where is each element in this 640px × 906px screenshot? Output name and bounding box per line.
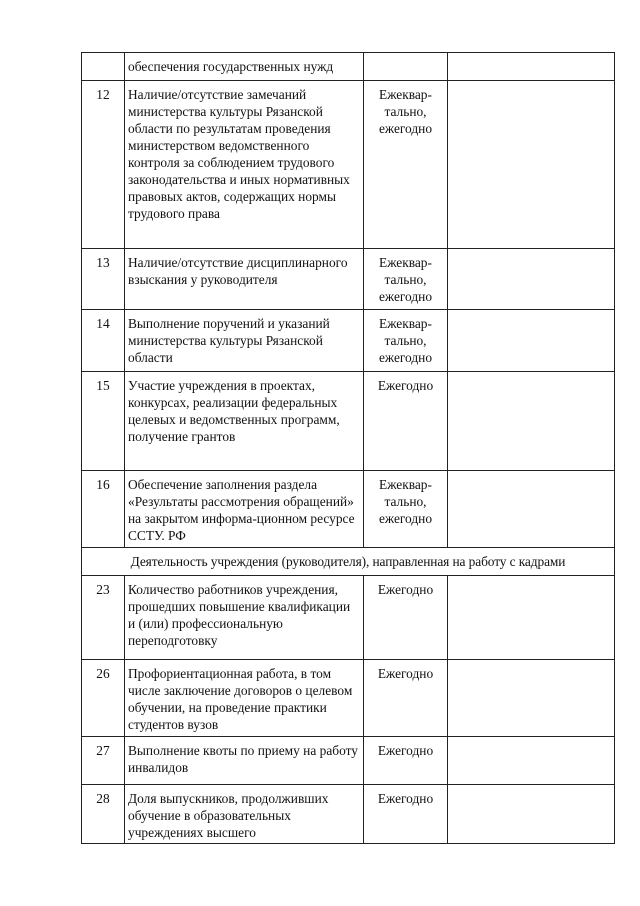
criterion-value bbox=[448, 576, 615, 660]
reporting-frequency: Ежеквар- тально, ежегодно bbox=[364, 471, 448, 548]
section-title: Деятельность учреждения (руководителя), направленная на работу с кадрами bbox=[82, 548, 615, 576]
criterion-description: Обеспечение заполнения раздела «Результаты рассмотрения обращений» на закрытом информа-ционном ресурсе ССТУ. РФ bbox=[125, 471, 364, 548]
table-row bbox=[82, 372, 615, 471]
criterion-value bbox=[448, 249, 615, 310]
row-number: 26 bbox=[82, 660, 125, 737]
criterion-value bbox=[448, 785, 615, 844]
row-number: 15 bbox=[82, 372, 125, 471]
section-header-row bbox=[82, 548, 615, 576]
criterion-description: обеспечения государственных нужд bbox=[125, 53, 364, 81]
table-row bbox=[82, 785, 615, 844]
criterion-value bbox=[448, 372, 615, 471]
table-row bbox=[82, 471, 615, 548]
criterion-description: Выполнение поручений и указаний министерства культуры Рязанской области bbox=[125, 310, 364, 372]
criterion-value bbox=[448, 471, 615, 548]
reporting-frequency: Ежегодно bbox=[364, 576, 448, 660]
table-row bbox=[82, 81, 615, 249]
reporting-frequency bbox=[364, 53, 448, 81]
reporting-frequency: Ежегодно bbox=[364, 660, 448, 737]
table-row bbox=[82, 310, 615, 372]
criterion-description: Наличие/отсутствие дисциплинарного взыскания у руководителя bbox=[125, 249, 364, 310]
criterion-description: Профориентационная работа, в том числе заключение договоров о целевом обучении, на проведение практики студентов вузов bbox=[125, 660, 364, 737]
row-number: 27 bbox=[82, 737, 125, 785]
table-row bbox=[82, 249, 615, 310]
table-row bbox=[82, 53, 615, 81]
table-row bbox=[82, 660, 615, 737]
row-number: 28 bbox=[82, 785, 125, 844]
reporting-frequency: Ежеквар- тально, ежегодно bbox=[364, 81, 448, 249]
reporting-frequency: Ежеквар- тально, ежегодно bbox=[364, 249, 448, 310]
criterion-value bbox=[448, 660, 615, 737]
row-number: 12 bbox=[82, 81, 125, 249]
reporting-frequency: Ежеквар- тально, ежегодно bbox=[364, 310, 448, 372]
table-row bbox=[82, 576, 615, 660]
criterion-description: Выполнение квоты по приему на работу инвалидов bbox=[125, 737, 364, 785]
criterion-description: Доля выпускников, продолживших обучение в образовательных учреждениях высшего bbox=[125, 785, 364, 844]
criterion-description: Наличие/отсутствие замечаний министерства культуры Рязанской области по результатам проведения министерством ведомственного контроля за соблюдением трудового законодательства и иных нормативных правовых актов, содержащих нормы трудового права bbox=[125, 81, 364, 249]
row-number bbox=[82, 53, 125, 81]
criterion-value bbox=[448, 737, 615, 785]
criterion-value bbox=[448, 310, 615, 372]
table-row bbox=[82, 737, 615, 785]
criterion-value bbox=[448, 53, 615, 81]
row-number: 13 bbox=[82, 249, 125, 310]
reporting-frequency: Ежегодно bbox=[364, 785, 448, 844]
row-number: 23 bbox=[82, 576, 125, 660]
reporting-frequency: Ежегодно bbox=[364, 737, 448, 785]
criteria-table bbox=[81, 52, 615, 844]
row-number: 16 bbox=[82, 471, 125, 548]
criterion-description: Участие учреждения в проектах, конкурсах, реализации федеральных целевых и ведомственных программ, получение грантов bbox=[125, 372, 364, 471]
reporting-frequency: Ежегодно bbox=[364, 372, 448, 471]
criterion-value bbox=[448, 81, 615, 249]
row-number: 14 bbox=[82, 310, 125, 372]
criterion-description: Количество работников учреждения, прошедших повышение квалификации и (или) профессиональную переподготовку bbox=[125, 576, 364, 660]
criteria-table-body bbox=[82, 53, 615, 844]
